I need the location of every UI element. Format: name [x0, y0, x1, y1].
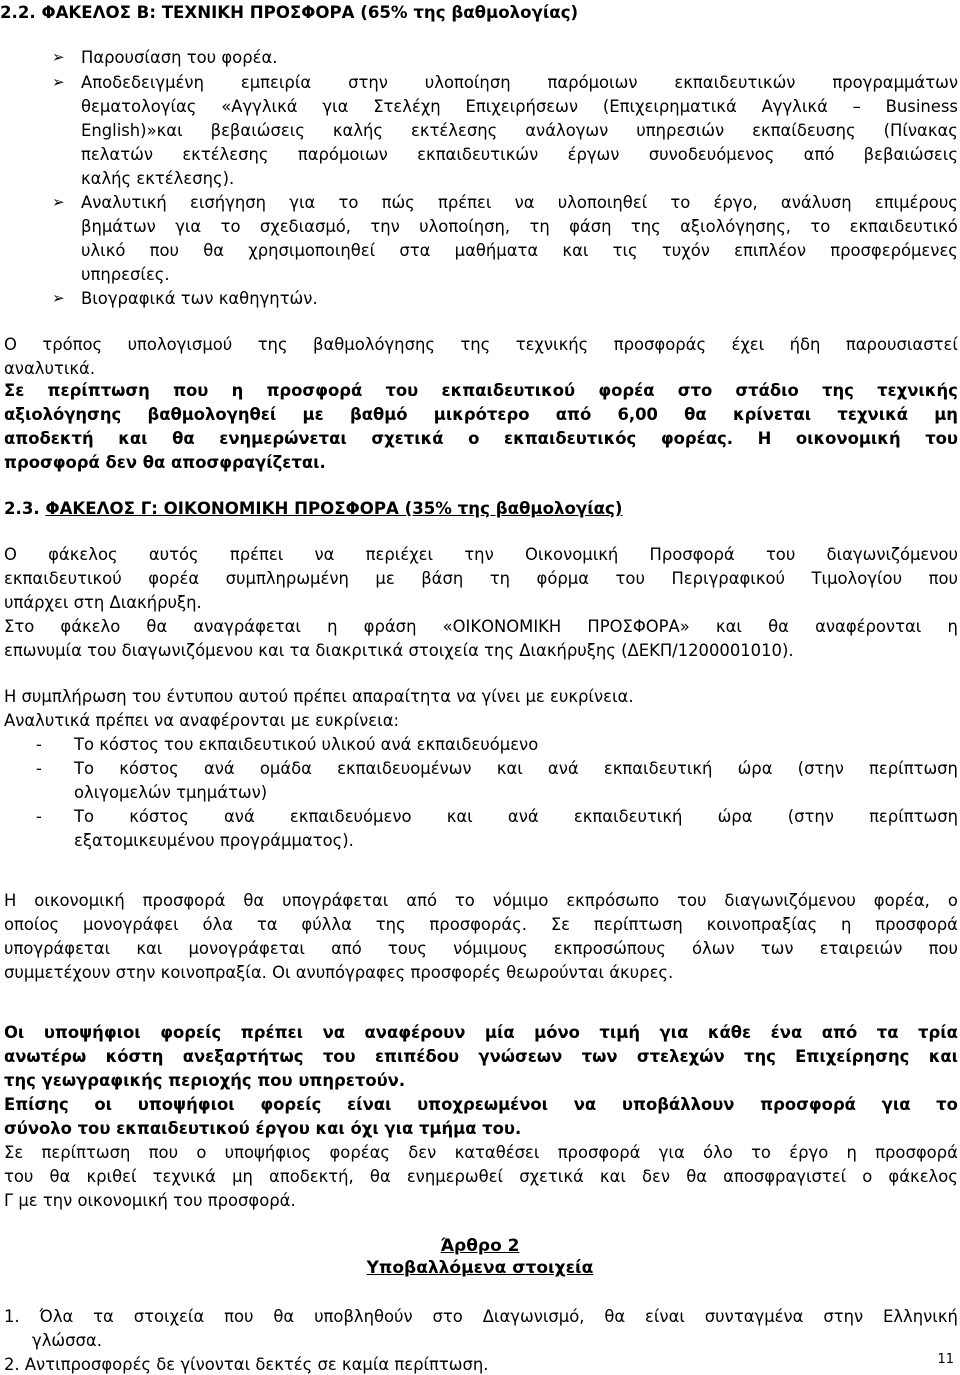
- bullet-1: Παρουσίαση του φορέα.: [81, 48, 278, 67]
- section-c-heading: [4, 498, 622, 519]
- section-c-title: ΦΑΚΕΛΟΣ Γ: ΟΙΚΟΝΟΜΙΚΗ ΠΡΟΣΦΟΡΑ (35% της βαθμολογίας): [45, 499, 623, 518]
- page-number: 11: [937, 1352, 954, 1367]
- section-c-number: 2.3.: [4, 499, 40, 518]
- arrow-bullet-icon: ➢: [52, 73, 65, 91]
- article-item-2: 2. Αντιπροσφορές δε γίνονται δεκτές σε καμία περίπτωση.: [4, 1355, 489, 1374]
- arrow-bullet-icon: ➢: [52, 193, 65, 211]
- cost-item-3: Το κόστος ανά εκπαιδευόμενο και ανά εκπαιδευτική ώρα (στην περίπτωση: [74, 807, 958, 826]
- article-subtitle: Υποβαλλόμενα στοιχεία: [366, 1258, 594, 1278]
- section-b-heading: 2.2. ΦΑΚΕΛΟΣ Β: ΤΕΧΝΙΚΗ ΠΡΟΣΦΟΡΑ (65% της βαθμολογίας): [0, 3, 579, 22]
- cost-item-1: Το κόστος του εκπαιδευτικού υλικού ανά εκπαιδευόμενο: [74, 735, 539, 754]
- legibility-paragraph: Η συμπλήρωση του έντυπου αυτού πρέπει απαραίτητα να γίνει με ευκρίνεια.: [4, 687, 634, 706]
- bullet-4: Βιογραφικά των καθηγητών.: [81, 289, 318, 308]
- arrow-bullet-icon: ➢: [52, 48, 65, 66]
- article-title: Άρθρο 2: [440, 1236, 520, 1256]
- arrow-bullet-icon: ➢: [52, 289, 65, 307]
- details-intro: Αναλυτικά πρέπει να αναφέρονται με ευκρίνεια:: [4, 711, 400, 730]
- cost-item-2: Το κόστος ανά ομάδα εκπαιδευομένων και ανά εκπαιδευτική ώρα (στην περίπτωση: [74, 759, 958, 778]
